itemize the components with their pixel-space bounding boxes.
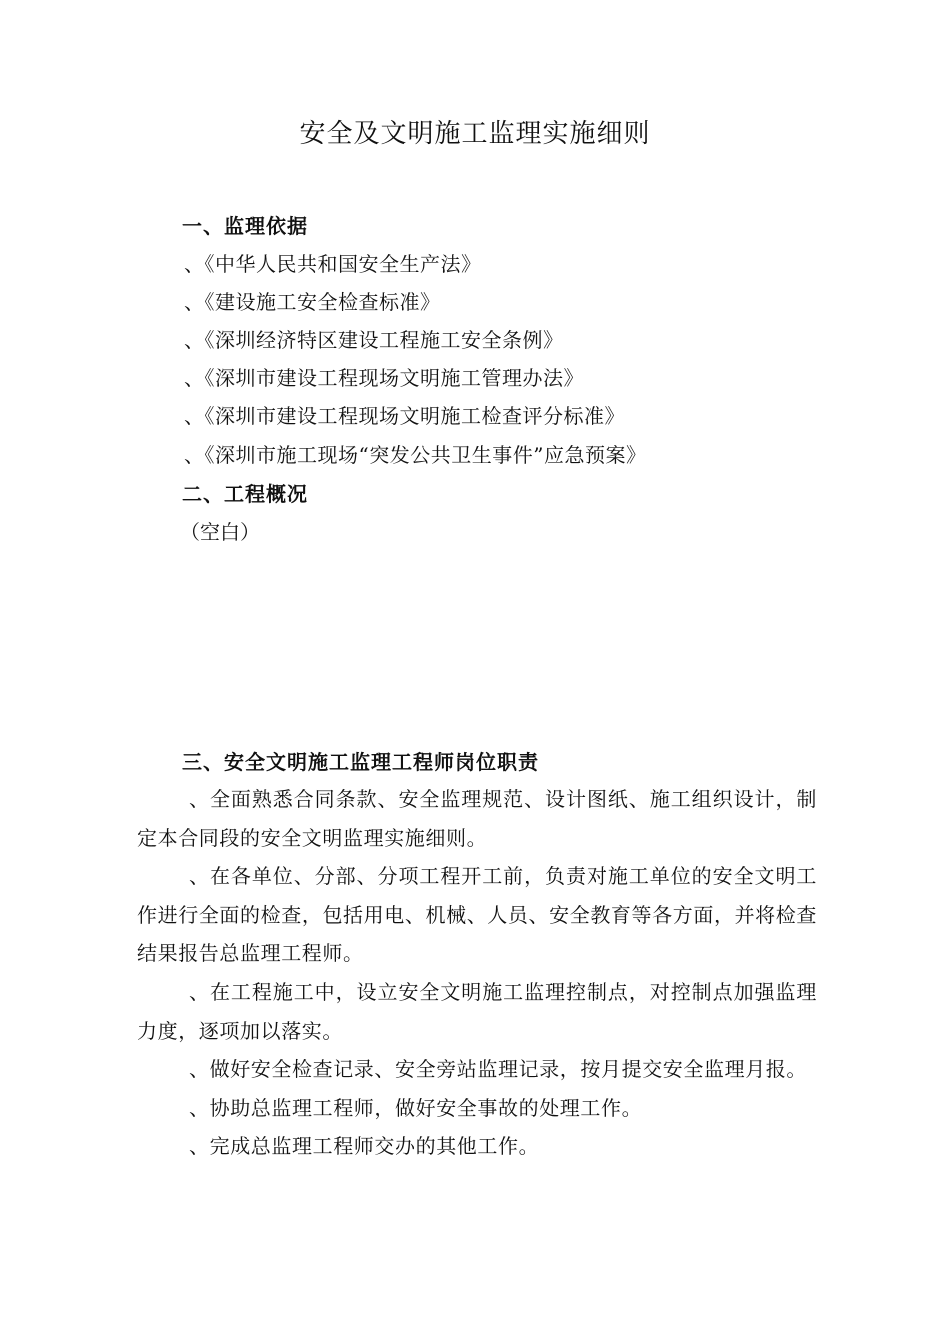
document-title: 安全及文明施工监理实施细则 (299, 119, 651, 149)
reference-item: 、《深圳经济特区建设工程施工安全条例》 (184, 328, 564, 352)
section-heading-basis: 一、监理依据 (182, 214, 308, 238)
reference-item: 、《深圳市施工现场“突发公共卫生事件”应急预案》 (184, 443, 647, 467)
duty-item: 、协助总监理工程师，做好安全事故的处理工作。 (189, 1095, 643, 1120)
reference-item: 、《中华人民共和国安全生产法》 (184, 252, 482, 276)
duties-list (137, 780, 817, 1166)
duty-item: 、全面熟悉合同条款、安全监理规范、设计图纸、施工组织设计，制定本合同段的安全文明监理实施细则。 (137, 787, 817, 850)
reference-item: 、《建设施工安全检查标准》 (184, 290, 441, 314)
duty-item: 、在各单位、分部、分项工程开工前，负责对施工单位的安全文明工作进行全面的检查，包括用电、机械、人员、安全教育等各方面，并将检查结果报告总监理工程师。 (137, 864, 817, 966)
reference-item: 、《深圳市建设工程现场文明施工检查评分标准》 (184, 404, 625, 428)
duty-item: 、完成总监理工程师交办的其他工作。 (189, 1134, 540, 1159)
section-heading-duties: 三、安全文明施工监理工程师岗位职责 (182, 750, 539, 774)
duty-item: 、做好安全检查记录、安全旁站监理记录，按月提交安全监理月报。 (189, 1057, 807, 1082)
reference-item: 、《深圳市建设工程现场文明施工管理办法》 (184, 366, 584, 390)
duty-item: 、在工程施工中，设立安全文明施工监理控制点，对控制点加强监理力度，逐项加以落实。 (137, 979, 817, 1043)
section-heading-overview: 二、工程概况 (182, 482, 308, 506)
blank-placeholder: （空白） (180, 520, 260, 544)
